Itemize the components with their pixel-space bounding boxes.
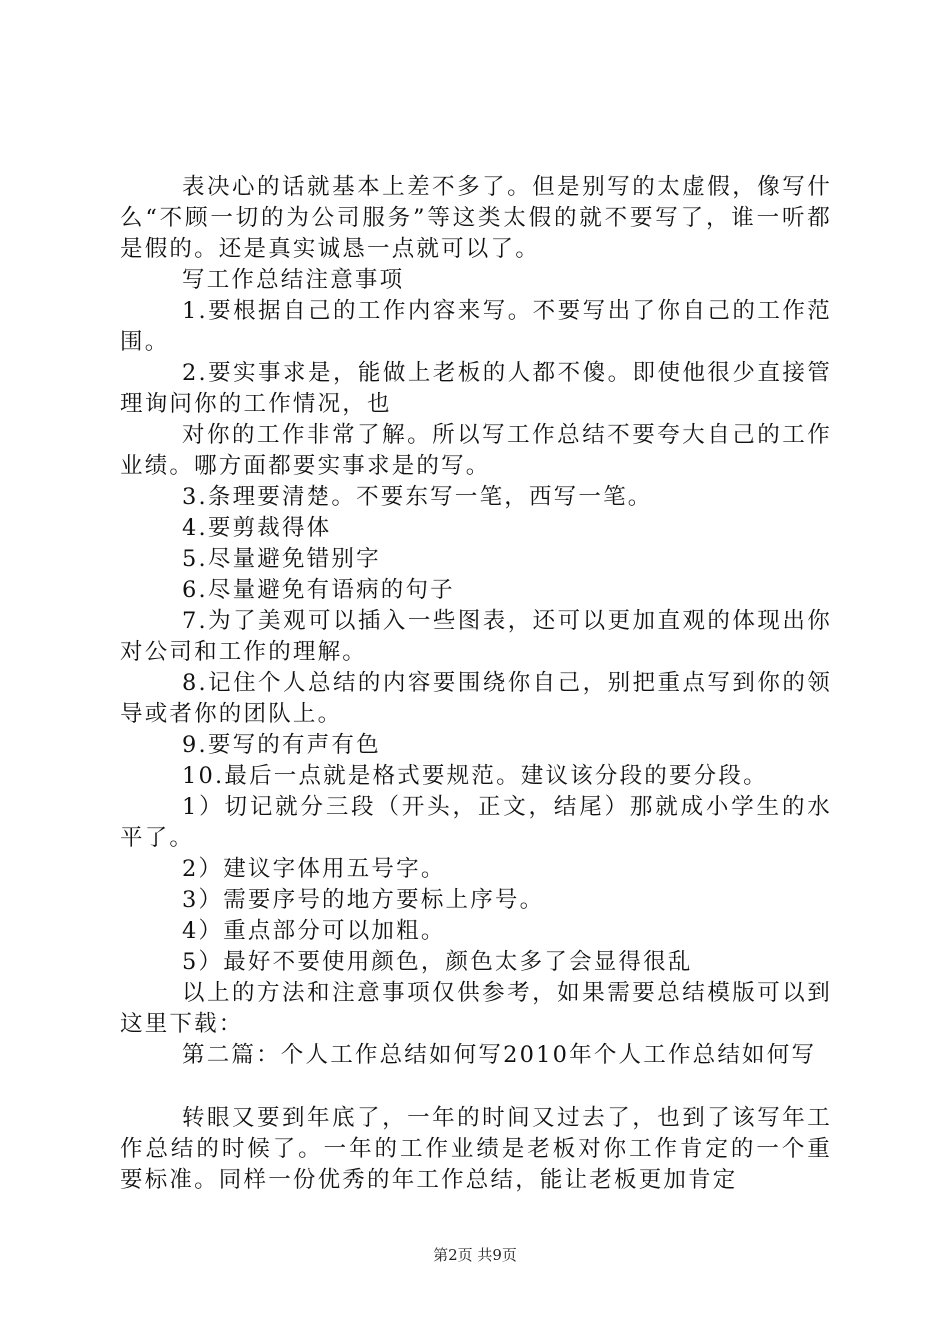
- list-item: 5.尽量避免错别字: [182, 546, 381, 572]
- sub-list-item: 1）切记就分三段（开头，正文，结尾）那就成小学生的水平了。: [120, 794, 832, 851]
- list-item: 2.要实事求是，能做上老板的人都不傻。即使他很少直接管理询问你的工作情况，也: [120, 360, 832, 417]
- list-item: 1.要根据自己的工作内容来写。不要写出了你自己的工作范围。: [120, 298, 832, 355]
- list-item: 9.要写的有声有色: [182, 732, 381, 758]
- sub-list-item: 5）最好不要使用颜色，颜色太多了会显得很乱: [182, 949, 693, 975]
- sub-list-item: 3）需要序号的地方要标上序号。: [182, 887, 545, 913]
- sub-list-item: 2）建议字体用五号字。: [182, 856, 446, 882]
- page-footer: 第2页 共9页: [433, 1246, 517, 1264]
- paragraph-chapter-intro: 转眼又要到年底了，一年的时间又过去了，也到了该写年工作总结的时候了。一年的工作业绩是老板对你工作肯定的一个重要标准。同样一份优秀的年工作总结，能让老板更加肯定: [120, 1105, 832, 1193]
- section-heading: 写工作总结注意事项: [182, 267, 405, 293]
- list-item: 8.记住个人总结的内容要围绕你自己，别把重点写到你的领导或者你的团队上。: [120, 670, 832, 727]
- sub-list-item: 4）重点部分可以加粗。: [182, 918, 446, 944]
- paragraph-closing: 以上的方法和注意事项仅供参考，如果需要总结模版可以到这里下载：: [120, 980, 832, 1037]
- list-item: 7.为了美观可以插入一些图表，还可以更加直观的体现出你对公司和工作的理解。: [120, 608, 832, 665]
- list-item: 4.要剪裁得体: [182, 515, 332, 541]
- document-body: [120, 172, 832, 1196]
- blank-line: [120, 1071, 832, 1103]
- list-item: 3.条理要清楚。不要东写一笔，西写一笔。: [182, 484, 653, 510]
- chapter-heading: 第二篇：个人工作总结如何写2010年个人工作总结如何写: [182, 1042, 817, 1068]
- list-item: 10.最后一点就是格式要规范。建议该分段的要分段。: [182, 763, 768, 789]
- paragraph-intro: 表决心的话就基本上差不多了。但是别写的太虚假，像写什么“不顾一切的为公司服务”等这类太假的就不要写了，谁一听都是假的。还是真实诚恳一点就可以了。: [120, 174, 832, 262]
- paragraph-continued: 对你的工作非常了解。所以写工作总结不要夸大自己的工作业绩。哪方面都要实事求是的写。: [120, 422, 832, 479]
- list-item: 6.尽量避免有语病的句子: [182, 577, 455, 603]
